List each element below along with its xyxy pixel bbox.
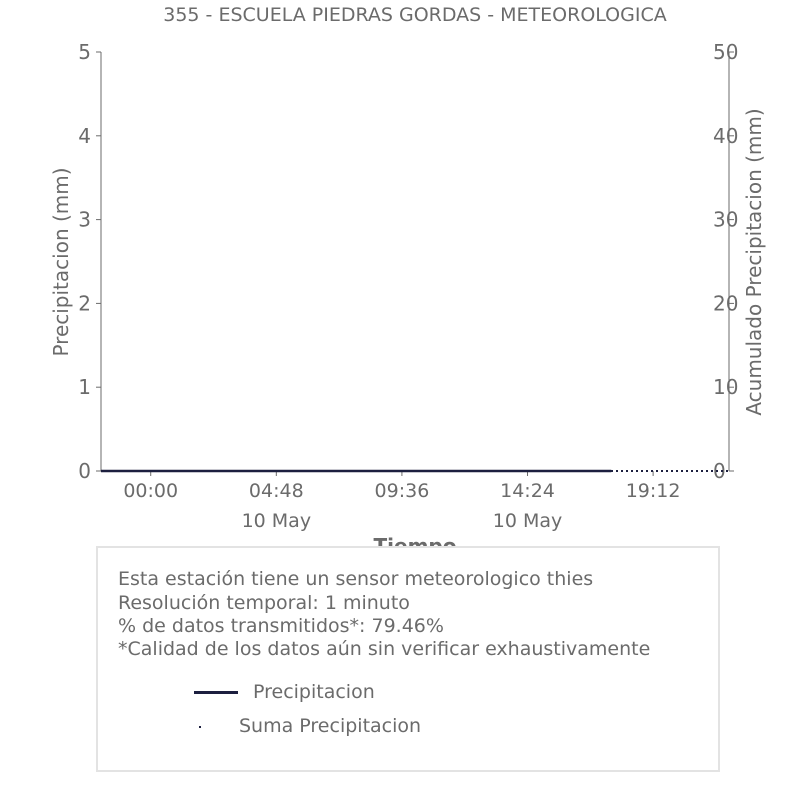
y-axis-label: Precipitacion (mm) — [49, 167, 73, 357]
station-info-box — [96, 546, 720, 772]
legend-line-marker — [194, 691, 238, 694]
y-tick-label: 5 — [78, 40, 91, 64]
x-tick-label: 00:00 — [123, 480, 179, 502]
y-right-tick-label: 0 — [713, 459, 726, 483]
y-right-tick-label: 20 — [713, 291, 739, 316]
y-tick-label: 0 — [78, 459, 91, 483]
y-right-tick-label: 50 — [713, 40, 739, 64]
y-right-axis-label: Acumulado Precipitacion (mm) — [742, 108, 766, 416]
y-tick-label: 3 — [78, 207, 91, 232]
legend-label: Suma Precipitacion — [239, 715, 422, 737]
legend-label: Precipitacion — [253, 681, 375, 703]
x-date-label: 10 May — [492, 510, 563, 532]
y-tick-label: 1 — [78, 375, 91, 400]
y-right-tick-label: 10 — [713, 375, 739, 400]
x-date-label: 10 May — [241, 510, 312, 532]
info-line-resolution: Resolución temporal: 1 minuto — [118, 592, 410, 614]
legend-item-suma-precipitacion — [194, 714, 594, 738]
x-tick-label: 09:36 — [374, 480, 430, 502]
x-tick-label: 04:48 — [248, 480, 304, 502]
y-right-tick-label: 40 — [713, 123, 739, 148]
y-right-tick-label: 30 — [713, 207, 739, 232]
x-tick-label: 19:12 — [625, 480, 681, 502]
legend-dot-marker — [199, 726, 201, 728]
info-line-transmitted: % de datos transmitidos*: 79.46% — [118, 615, 444, 637]
legend-item-precipitacion — [194, 680, 594, 704]
x-tick-label: 14:24 — [500, 480, 555, 502]
y-tick-label: 2 — [78, 291, 91, 316]
y-tick-label: 4 — [78, 123, 91, 148]
chart-title: 355 - ESCUELA PIEDRAS GORDAS - METEOROLOGICA — [163, 4, 667, 26]
info-line-sensor: Esta estación tiene un sensor meteorologico thies — [118, 568, 594, 590]
info-line-quality-note: *Calidad de los datos aún sin verificar exhaustivamente — [118, 638, 651, 660]
